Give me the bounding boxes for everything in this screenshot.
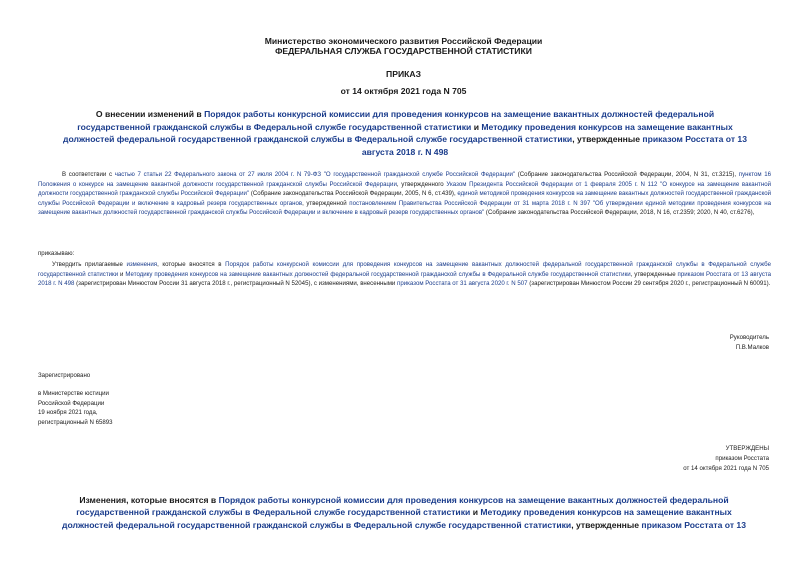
link-government-resolution-397[interactable]: постановлением Правительства Российской Федерации от 31 марта 2018 г. N 397 "Об утверждении единой методики проведения конкурсов на замещение вакантных должностей государственной гражданской службы Российской Федерации и включение в кадровый резерв государственных органов" — [38, 199, 771, 217]
approve-text: Утвердить прилагаемые — [52, 261, 127, 268]
service-name: ФЕДЕРАЛЬНАЯ СЛУЖБА ГОСУДАРСТВЕННОЙ СТАТИСТИКИ — [275, 46, 532, 56]
document-date-number: от 14 октября 2021 года N 705 — [340, 86, 467, 96]
approve-text: и — [118, 270, 126, 278]
preamble-text: (Собрание законодательства Российской Федерации, 2005, N 6, ст.439), — [249, 190, 458, 198]
preamble-text: , утвержденного — [396, 180, 447, 188]
document-title — [62, 108, 748, 158]
changes-title-text: , утвержденные — [571, 519, 642, 530]
approve-paragraph — [38, 260, 771, 289]
changes-title-link-procedure[interactable]: Порядок работы конкурсной комиссии для проведения конкурсов на замещение вакантных должностей федеральной государственной гражданской службы в Федеральной службе государственной статистики — [76, 495, 729, 518]
registration-line: в Министерстве юстиции — [38, 389, 109, 397]
changes-title-text: и — [470, 507, 481, 518]
ministry-name: Министерство экономического развития Российской Федерации — [264, 36, 543, 46]
link-unified-methodology[interactable]: единой методикой проведения конкурсов на замещение вакантных должностей государственной гражданской службы Российской Федерации и включение в кадровый резерв государственных органов — [38, 190, 771, 207]
title-text: и — [471, 121, 482, 132]
signature-position: Руководитель — [729, 334, 769, 341]
title-link-methodology[interactable]: Методику проведения конкурсов на замещение вакантных должностей федеральной государственной гражданской службы в Федеральной службе государственной статистики — [63, 121, 733, 144]
registration-line: Зарегистрировано — [38, 372, 91, 379]
approve-text: , утвержденные — [630, 270, 678, 278]
approve-text: (зарегистрирован Минюстом России 31 августа 2018 г., регистрационный N 52045), с изменениями, внесенными — [74, 280, 398, 288]
link-presidential-decree-112[interactable]: Указом Президента Российской Федерации от 1 февраля 2005 г. N 112 "О конкурсе на замещение вакантной должности государственной гражданской службы Российской Федерации" — [38, 180, 771, 198]
approve-text: , которые вносятся в — [157, 261, 226, 268]
link-federal-law-79[interactable]: частью 7 статьи 22 Федерального закона от 27 июля 2004 г. N 79-ФЗ "О государственной гражданской службе Российской Федерации" — [114, 171, 516, 178]
link-order-498[interactable]: приказом Росстата от 13 августа 2018 г. N 498 — [38, 270, 772, 288]
registration-number: регистрационный N 65893 — [38, 419, 113, 427]
registration-line: Российской Федерации — [38, 399, 105, 407]
order-word: приказываю: — [38, 250, 75, 257]
changes-title-text: Изменения, которые вносятся в — [79, 495, 219, 505]
changes-title-link-order[interactable]: приказом Росстата от 13 — [641, 519, 746, 530]
link-changes[interactable]: изменения — [126, 261, 158, 268]
link-procedure[interactable]: Порядок работы конкурсной комиссии для проведения конкурсов на замещение вакантных должностей федеральной государственной гражданской службы в Федеральной службе государственной статистики — [38, 261, 771, 278]
title-text: , утвержденные — [572, 134, 643, 144]
title-link-procedure[interactable]: Порядок работы конкурсной комиссии для проведения конкурсов на замещение вакантных должностей федеральной государственной гражданской службы в Федеральной службе государственной статистики — [77, 109, 715, 132]
signature-name: П.В.Малков — [735, 343, 769, 351]
preamble-text: (Собрание законодательства Российской Федерации, 2018, N 16, ст.2359; 2020, N 40, ст.6276), — [484, 209, 755, 217]
registration-date: 19 ноября 2021 года, — [38, 409, 98, 417]
link-methodology[interactable]: Методику проведения конкурсов на замещение вакантных должностей федеральной государственной гражданской службы в Федеральной службе государственной статистики — [125, 270, 631, 278]
approved-block — [683, 444, 769, 473]
registration-block — [38, 371, 113, 428]
approved-by-order: приказом Росстата — [715, 454, 769, 462]
changes-title — [56, 494, 752, 531]
approve-text: (зарегистрирован Минюстом России 29 сентября 2020 г., регистрационный N 60091). — [527, 280, 771, 288]
link-regulation-point-16[interactable]: пунктом 16 Положения о конкурсе на замещение вакантной должности государственной гражданской службы Российской Федерации — [38, 171, 772, 188]
signature-block — [730, 333, 769, 353]
preamble-text: , утвержденной — [302, 199, 350, 207]
preamble-text: В соответствии с — [62, 171, 115, 178]
title-text: О внесении изменений в — [95, 109, 205, 119]
link-order-507[interactable]: приказом Росстата от 31 августа 2020 г. N 507 — [397, 280, 528, 288]
approved-order-date: от 14 октября 2021 года N 705 — [683, 464, 769, 472]
approved-heading: УТВЕРЖДЕНЫ — [725, 445, 769, 452]
preamble-paragraph — [38, 170, 771, 218]
preamble-text: (Собрание законодательства Российской Федерации, 2004, N 31, ст.3215), — [515, 171, 739, 178]
changes-title-link-methodology[interactable]: Методику проведения конкурсов на замещение вакантных должностей федеральной государственной гражданской службы в Федеральной службе государственной статистики — [62, 507, 732, 530]
document-type: ПРИКАЗ — [386, 69, 421, 79]
title-link-order-498[interactable]: приказом Росстата от 13 августа 2018 г. N 498 — [361, 134, 747, 157]
